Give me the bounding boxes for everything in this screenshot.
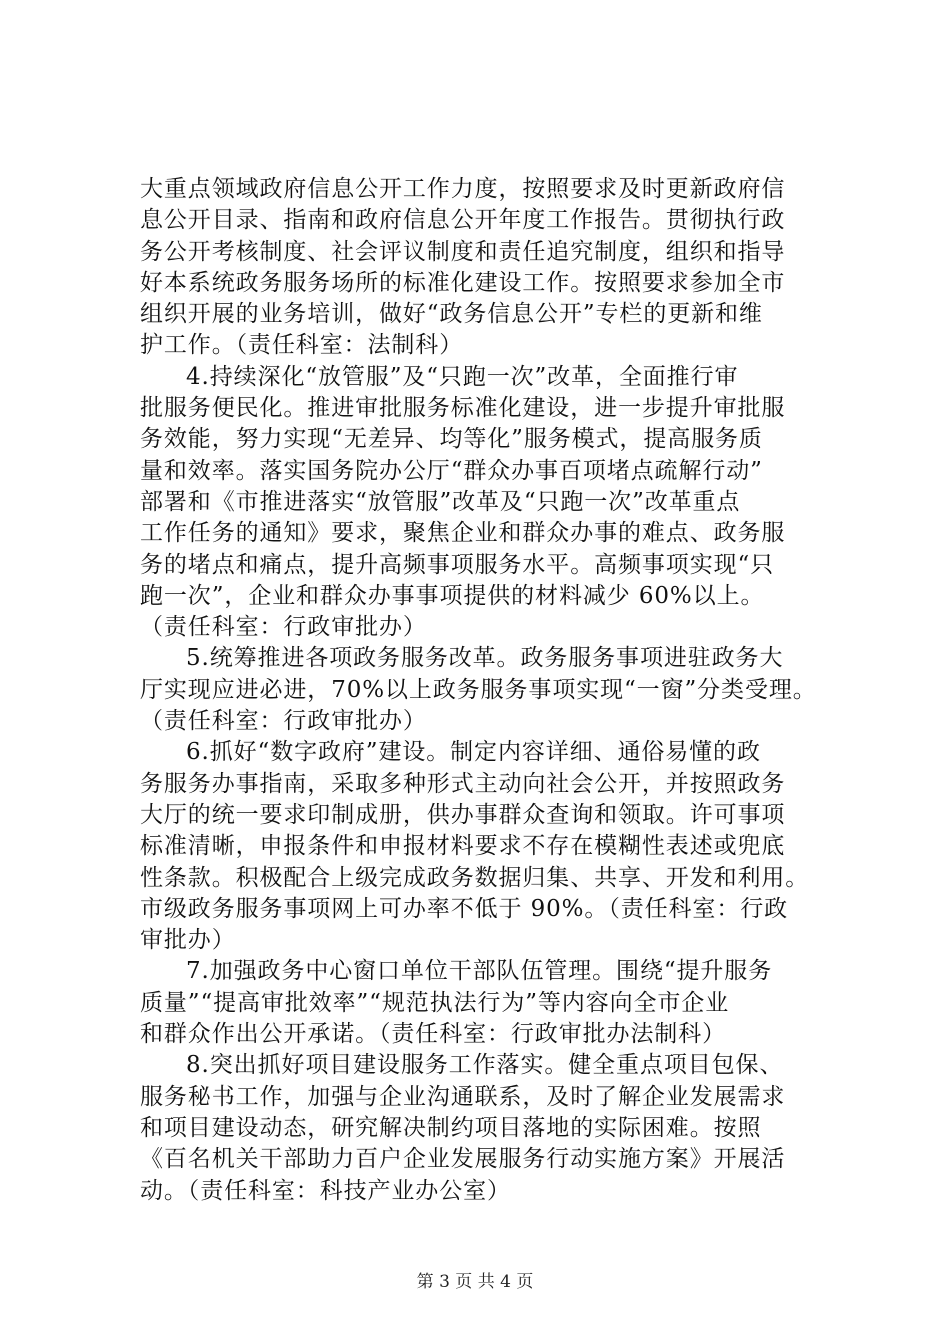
text-line: 厅实现应进必进，70%以上政务服务事项实现“一窗”分类受理。 [140,676,817,703]
paragraph-start-line: 8.突出抓好项目建设服务工作落实。健全重点项目包保、 [186,1052,784,1079]
text-line: 《百名机关干部助力百户企业发展服务行动实施方案》开展活 [140,1146,786,1173]
text-line: 务公开考核制度、社会评议制度和责任追究制度，组织和指导 [140,238,786,265]
paragraph-start-line: 6.抓好“数字政府”建设。制定内容详细、通俗易懂的政 [186,739,761,766]
text-line: 部署和《市推进落实“放管服”改革及“只跑一次”改革重点 [140,488,741,515]
text-line: 好本系统政务服务场所的标准化建设工作。按照要求参加全市 [140,269,786,296]
paragraph-start-line: 7.加强政务中心窗口单位干部队伍管理。围绕“提升服务 [186,958,773,985]
text-line: 和群众作出公开承诺。（责任科室：行政审批办法制科） [140,1021,726,1048]
text-line: 性条款。积极配合上级完成政务数据归集、共享、开发和利用。 [140,864,810,891]
paragraph-start-line: 5.统筹推进各项政务服务改革。政务服务事项进驻政务大 [186,645,784,672]
text-line: 跑一次”，企业和群众办事事项提供的材料减少 60%以上。 [140,582,765,609]
text-line: 质量”“提高审批效率”“规范执法行为”等内容向全市企业 [140,989,730,1016]
text-line: 息公开目录、指南和政府信息公开年度工作报告。贯彻执行政 [140,207,786,234]
text-line: 标准清晰，申报条件和申报材料要求不存在模糊性表述或兜底 [140,833,786,860]
text-line: 动。（责任科室：科技产业办公室） [140,1177,511,1204]
text-line: 量和效率。落实国务院办公厅“群众办事百项堵点疏解行动” [140,457,763,484]
text-line: 批服务便民化。推进审批服务标准化建设，进一步提升审批服 [140,395,786,422]
text-line: 大厅的统一要求印制成册，供办事群众查询和领取。许可事项 [140,801,786,828]
text-line: 护工作。（责任科室：法制科） [140,332,464,359]
text-line: 大重点领域政府信息公开工作力度，按照要求及时更新政府信 [140,176,786,202]
text-line: 审批办） [140,927,236,954]
document-body [140,174,840,1207]
text-line: 组织开展的业务培训，做好“政务信息公开”专栏的更新和维 [140,301,763,328]
text-line: 务的堵点和痛点，提升高频事项服务水平。高频事项实现“只 [140,551,775,578]
text-line: （责任科室：行政审批办） [140,708,427,735]
text-line: 和项目建设动态，研究解决制约项目落地的实际困难。按照 [140,1114,762,1141]
text-line: 工作任务的通知》要求，聚焦企业和群众办事的难点、政务服 [140,520,786,547]
paragraph-start-line: 4.持续深化“放管服”及“只跑一次”改革，全面推行审 [186,363,739,390]
text-line: 务效能，努力实现“无差异、均等化”服务模式，提高服务质 [140,426,763,453]
page-footer: 第 3 页 共 4 页 [416,1272,534,1292]
text-line: 服务秘书工作，加强与企业沟通联系，及时了解企业发展需求 [140,1083,786,1110]
text-line: 务服务办事指南，采取多种形式主动向社会公开，并按照政务 [140,770,786,797]
text-line: （责任科室：行政审批办） [140,614,427,641]
text-line: 市级政务服务事项网上可办率不低于 90%。（责任科室：行政 [140,895,789,922]
